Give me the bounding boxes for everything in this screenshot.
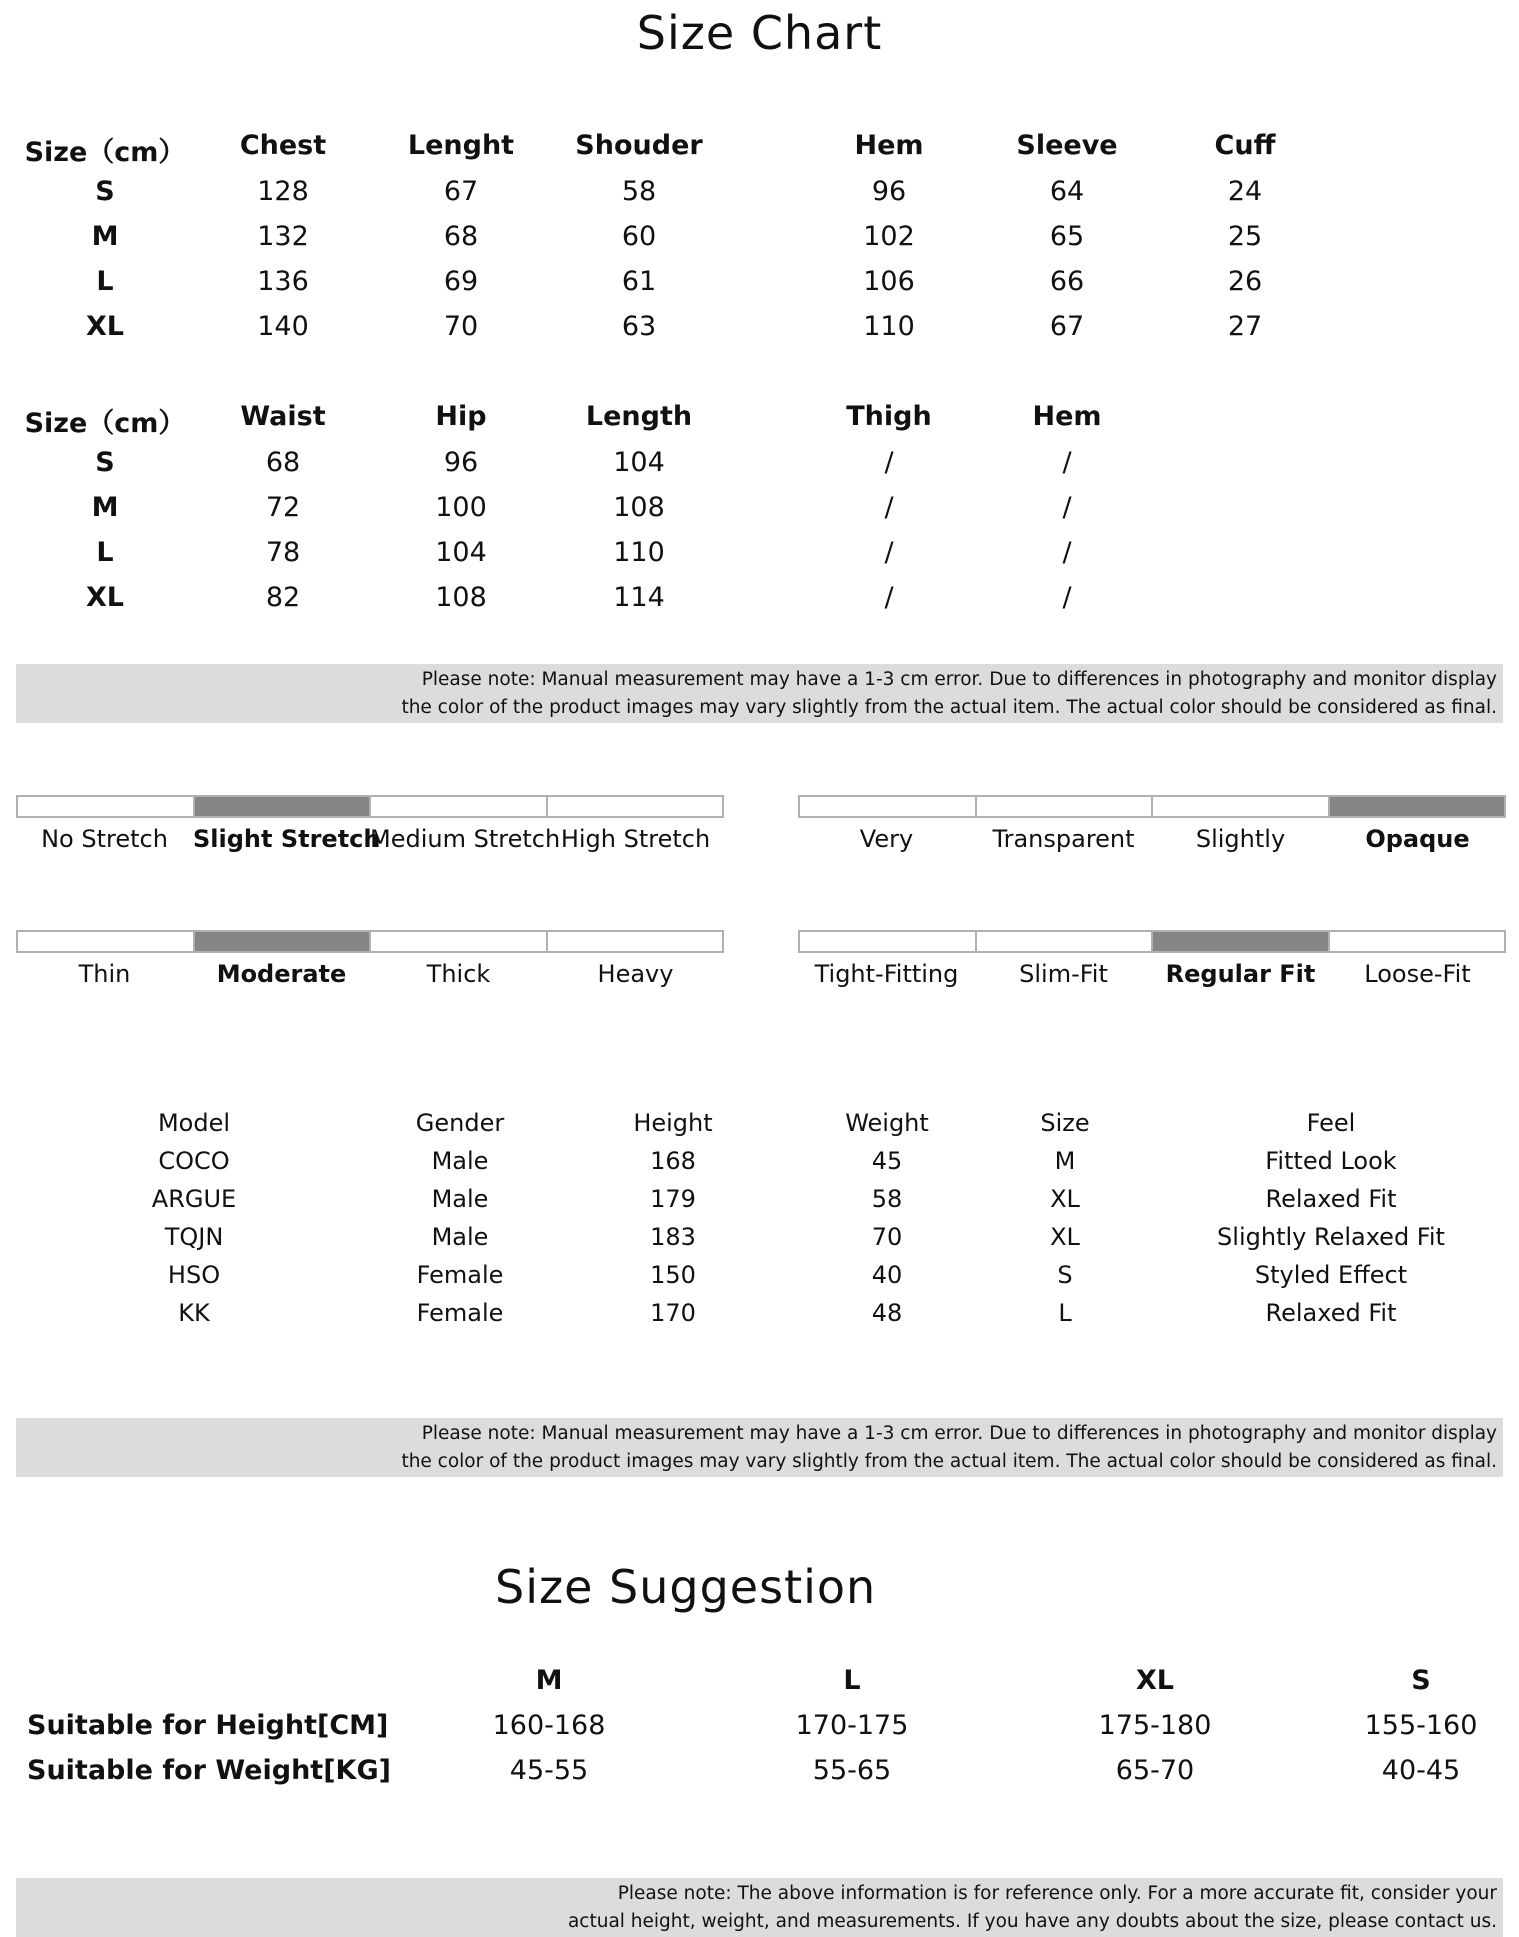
bottom-table-cell: / (1062, 537, 1072, 568)
top-table-cell: 106 (863, 266, 915, 297)
scale-label: Regular Fit (1165, 960, 1316, 988)
bottom-table-cell: 104 (435, 537, 487, 568)
model-table-header: Size (1040, 1109, 1090, 1137)
top-table-cell: 132 (257, 221, 309, 252)
note-3-line-1: Please note: The above information is for reference only. For a more accurate fit, consider your (617, 1883, 1497, 1904)
top-table-header: Size（cm） (24, 137, 186, 168)
model-table-cell: 45 (871, 1147, 903, 1175)
top-table-cell: S (95, 176, 115, 207)
bottom-table-cell: 68 (265, 447, 301, 478)
model-table-header: Model (157, 1109, 231, 1137)
scale-label: Medium Stretch (370, 825, 561, 853)
scale-segment (548, 932, 723, 951)
model-table-cell: 48 (871, 1299, 903, 1327)
bottom-table-cell: / (884, 582, 894, 613)
scale-segment (1330, 932, 1505, 951)
scale-segment (800, 797, 977, 816)
bottom-table-cell: / (884, 447, 894, 478)
bottom-table-header: Size（cm） (24, 408, 186, 439)
model-table-cell: 58 (871, 1185, 903, 1213)
top-table-header: Hem (854, 130, 924, 161)
scale-bar (16, 795, 724, 818)
suggestion-title: Size Suggestion (495, 1560, 877, 1614)
model-table-cell: XL (1050, 1185, 1080, 1213)
top-table-cell: 63 (621, 311, 657, 342)
scale-bar (16, 930, 724, 953)
top-table-cell: 27 (1227, 311, 1263, 342)
note-2-line-1: Please note: Manual measurement may have a 1-3 cm error. Due to differences in photography and monitor display (421, 1423, 1497, 1444)
note-1-line-1: Please note: Manual measurement may have a 1-3 cm error. Due to differences in photography and monitor display (421, 669, 1497, 690)
model-table-cell: Female (416, 1261, 504, 1289)
bottom-table-cell: 78 (265, 537, 301, 568)
model-table-cell: XL (1050, 1223, 1080, 1251)
scale-label: Opaque (1365, 825, 1470, 853)
bottom-table-cell: M (91, 492, 119, 523)
top-table-cell: 26 (1227, 266, 1263, 297)
model-table-cell: 150 (650, 1261, 696, 1289)
bottom-table-cell: / (1062, 447, 1072, 478)
top-table-header: Chest (239, 130, 327, 161)
scale-segment (977, 797, 1154, 816)
scale-label: High Stretch (560, 825, 711, 853)
bottom-table-cell: 108 (613, 492, 665, 523)
model-table-header: Feel (1306, 1109, 1356, 1137)
bottom-table-header: Hip (435, 401, 487, 432)
model-table-cell: TQJN (164, 1223, 224, 1251)
note-2-line-2: the color of the product images may vary slightly from the actual item. The actual color should be considered as final. (401, 1451, 1497, 1472)
model-table-cell: L (1058, 1299, 1072, 1327)
suggestion-height-cell: 175-180 (1098, 1710, 1212, 1741)
top-table-cell: 69 (443, 266, 479, 297)
suggestion-height-cell: 155-160 (1364, 1710, 1478, 1741)
suggestion-size-header: S (1411, 1665, 1431, 1696)
top-table-header: Shouder (575, 130, 703, 161)
top-table-cell: 140 (257, 311, 309, 342)
top-table-cell: 24 (1227, 176, 1263, 207)
scale-segment (1330, 797, 1505, 816)
scale-label: Moderate (216, 960, 347, 988)
scale-label: Slightly (1195, 825, 1286, 853)
scale-label: Thin (78, 960, 131, 988)
bottom-table-cell: 104 (613, 447, 665, 478)
model-table-cell: Fitted Look (1265, 1147, 1397, 1175)
model-table-cell: M (1054, 1147, 1076, 1175)
scale-segment (1153, 932, 1330, 951)
scale-segment (977, 932, 1154, 951)
note-box-1 (16, 664, 1503, 723)
model-table-cell: 70 (871, 1223, 903, 1251)
top-table-cell: 68 (443, 221, 479, 252)
model-table-header: Weight (845, 1109, 929, 1137)
top-table-header: Sleeve (1016, 130, 1118, 161)
model-table-cell: Styled Effect (1254, 1261, 1408, 1289)
model-table-cell: Male (431, 1185, 489, 1213)
bottom-table-cell: / (1062, 582, 1072, 613)
scale-segment (18, 932, 195, 951)
model-table-cell: 183 (650, 1223, 696, 1251)
model-table-cell: S (1057, 1261, 1073, 1289)
suggestion-height-cell: 160-168 (492, 1710, 606, 1741)
bottom-table-cell: 110 (613, 537, 665, 568)
scale-label: Loose-Fit (1364, 960, 1471, 988)
model-table-cell: Female (416, 1299, 504, 1327)
top-table-cell: 25 (1227, 221, 1263, 252)
top-table-cell: 60 (621, 221, 657, 252)
bottom-table-cell: 96 (443, 447, 479, 478)
top-table-cell: XL (85, 311, 125, 342)
top-table-cell: L (96, 266, 114, 297)
bottom-table-cell: S (95, 447, 115, 478)
scale-label: Thick (426, 960, 491, 988)
bottom-table-cell: 72 (265, 492, 301, 523)
bottom-table-cell: 82 (265, 582, 301, 613)
scale-segment (371, 797, 548, 816)
scale-segment (195, 932, 372, 951)
note-1-line-2: the color of the product images may vary slightly from the actual item. The actual color should be considered as final. (401, 697, 1497, 718)
suggestion-weight-cell: 45-55 (509, 1755, 589, 1786)
model-table-cell: HSO (167, 1261, 221, 1289)
suggestion-size-header: M (535, 1665, 563, 1696)
top-table-cell: 102 (863, 221, 915, 252)
scale-segment (18, 797, 195, 816)
bottom-table-cell: / (1062, 492, 1072, 523)
bottom-table-cell: / (884, 537, 894, 568)
scale-segment (195, 797, 372, 816)
scale-bar (798, 795, 1506, 818)
note-box-3 (16, 1878, 1503, 1937)
top-table-cell: 128 (257, 176, 309, 207)
model-table-cell: KK (178, 1299, 210, 1327)
bottom-table-cell: XL (85, 582, 125, 613)
top-table-cell: 96 (871, 176, 907, 207)
bottom-table-cell: 100 (435, 492, 487, 523)
suggestion-weight-cell: 40-45 (1381, 1755, 1461, 1786)
note-box-2 (16, 1418, 1503, 1477)
model-table-cell: Male (431, 1147, 489, 1175)
top-table-cell: 64 (1049, 176, 1085, 207)
model-table-header: Height (633, 1109, 713, 1137)
model-table-cell: Relaxed Fit (1265, 1185, 1397, 1213)
height-row-label: Suitable for Height[CM] (27, 1710, 389, 1741)
scale-segment (1153, 797, 1330, 816)
scale-label: Heavy (597, 960, 674, 988)
top-table-cell: 58 (621, 176, 657, 207)
suggestion-weight-cell: 55-65 (812, 1755, 892, 1786)
model-table-cell: Relaxed Fit (1265, 1299, 1397, 1327)
scale-label: Transparent (992, 825, 1135, 853)
top-table-cell: M (91, 221, 119, 252)
scale-label: Tight-Fitting (814, 960, 959, 988)
bottom-table-header: Thigh (846, 401, 932, 432)
scale-segment (548, 797, 723, 816)
suggestion-size-header: XL (1135, 1665, 1175, 1696)
bottom-table-header: Hem (1032, 401, 1102, 432)
scale-label: Slim-Fit (1019, 960, 1108, 988)
model-table-cell: Male (431, 1223, 489, 1251)
bottom-table-cell: 108 (435, 582, 487, 613)
top-table-cell: 61 (621, 266, 657, 297)
bottom-table-header: Length (585, 401, 693, 432)
scale-label: Very (859, 825, 914, 853)
model-table-cell: 168 (650, 1147, 696, 1175)
page-title: Size Chart (636, 6, 883, 60)
top-table-cell: 110 (863, 311, 915, 342)
top-table-cell: 65 (1049, 221, 1085, 252)
model-table-cell: ARGUE (151, 1185, 237, 1213)
model-table-cell: 40 (871, 1261, 903, 1289)
note-3-line-2: actual height, weight, and measurements. If you have any doubts about the size, please contact us. (567, 1911, 1497, 1932)
top-table-cell: 66 (1049, 266, 1085, 297)
bottom-table-cell: L (96, 537, 114, 568)
suggestion-size-header: L (843, 1665, 861, 1696)
scale-bar (798, 930, 1506, 953)
scale-segment (371, 932, 548, 951)
top-table-cell: 67 (1049, 311, 1085, 342)
top-table-cell: 67 (443, 176, 479, 207)
suggestion-height-cell: 170-175 (795, 1710, 909, 1741)
weight-row-label: Suitable for Weight[KG] (27, 1755, 391, 1786)
scale-label: Slight Stretch (193, 825, 381, 853)
top-table-header: Lenght (407, 130, 515, 161)
model-table-cell: 170 (650, 1299, 696, 1327)
bottom-table-header: Waist (240, 401, 326, 432)
model-table-cell: 179 (650, 1185, 696, 1213)
model-table-cell: Slightly Relaxed Fit (1217, 1223, 1445, 1251)
scale-label: No Stretch (41, 825, 168, 853)
suggestion-weight-cell: 65-70 (1115, 1755, 1195, 1786)
model-table-cell: COCO (158, 1147, 230, 1175)
bottom-table-cell: / (884, 492, 894, 523)
top-table-header: Cuff (1214, 130, 1276, 161)
top-table-cell: 70 (443, 311, 479, 342)
scale-segment (800, 932, 977, 951)
top-table-cell: 136 (257, 266, 309, 297)
bottom-table-cell: 114 (613, 582, 665, 613)
model-table-header: Gender (415, 1109, 505, 1137)
